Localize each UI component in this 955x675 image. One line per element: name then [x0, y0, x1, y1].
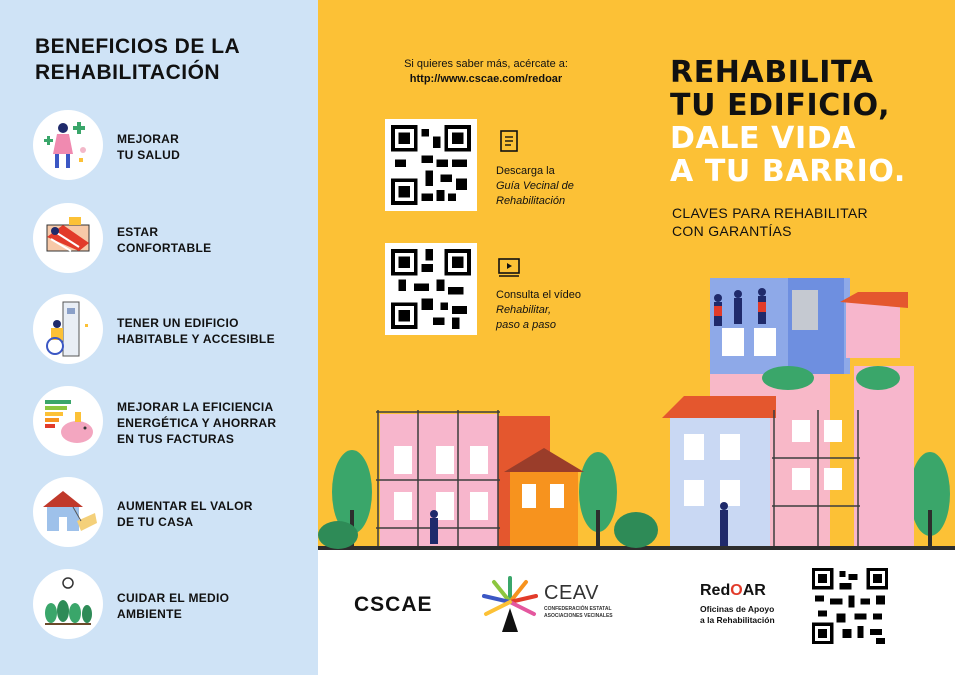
house-value-icon [33, 477, 103, 547]
guide-text: Descarga la Guía Vecinal de Rehabilitación [496, 165, 574, 207]
video-text: Consulta el vídeo Rehabilitar, paso a paso [496, 289, 581, 331]
benefit-label: AUMENTAR EL VALOR DE TU CASA [117, 499, 253, 529]
document-icon [496, 128, 522, 154]
benefits-panel [0, 0, 318, 675]
benefit-label: MEJORAR LA EFICIENCIA ENERGÉTICA Y AHORRAR EN TUS FACTURAS [117, 400, 277, 446]
footer-qr-code[interactable] [812, 568, 888, 644]
health-icon [33, 110, 103, 180]
benefit-item-environment [33, 569, 313, 643]
benefit-item-accessible [33, 294, 313, 368]
benefit-item-energy [33, 386, 313, 460]
info-intro: Si quieres saber más, acércate a: [404, 58, 568, 70]
benefit-item-value [33, 477, 313, 551]
ceav-logo-text: CEAV [544, 582, 599, 604]
redoar-subtitle: Oficinas de Apoyo a la Rehabilitación [700, 604, 775, 625]
comfort-icon [33, 203, 103, 273]
redoar-logo: RedOAR [700, 582, 766, 599]
headline: REHABILITA TU EDIFICIO, DALE VIDA A TU BARRIO. [670, 55, 906, 189]
ceav-logo-mark [478, 572, 542, 636]
benefit-label: TENER UN EDIFICIO HABITABLE Y ACCESIBLE [117, 316, 275, 346]
headline-subtitle: CLAVES PARA REHABILITAR CON GARANTÍAS [672, 205, 868, 239]
benefit-label: CUIDAR EL MEDIO AMBIENTE [117, 591, 230, 621]
benefits-title: BENEFICIOS DE LA REHABILITACIÓN [35, 35, 241, 84]
benefit-label: ESTAR CONFORTABLE [117, 225, 212, 255]
info-url-link[interactable]: http://www.cscae.com/redoar [409, 73, 563, 85]
benefit-item-health [33, 110, 313, 184]
neighborhood-illustration [318, 270, 955, 550]
benefit-item-comfort [33, 203, 313, 277]
benefit-label: MEJORAR TU SALUD [117, 132, 181, 162]
guide-qr-code[interactable] [385, 119, 477, 211]
main-panel [318, 0, 955, 550]
environment-icon [33, 569, 103, 639]
energy-savings-icon [33, 386, 103, 456]
cscae-logo: CSCAE [354, 593, 433, 616]
ceav-subtitle: CONFEDERACIÓN ESTATAL ASOCIACIONES VECINALES [544, 606, 613, 619]
footer-logos [318, 550, 955, 675]
accessibility-icon [33, 294, 103, 364]
